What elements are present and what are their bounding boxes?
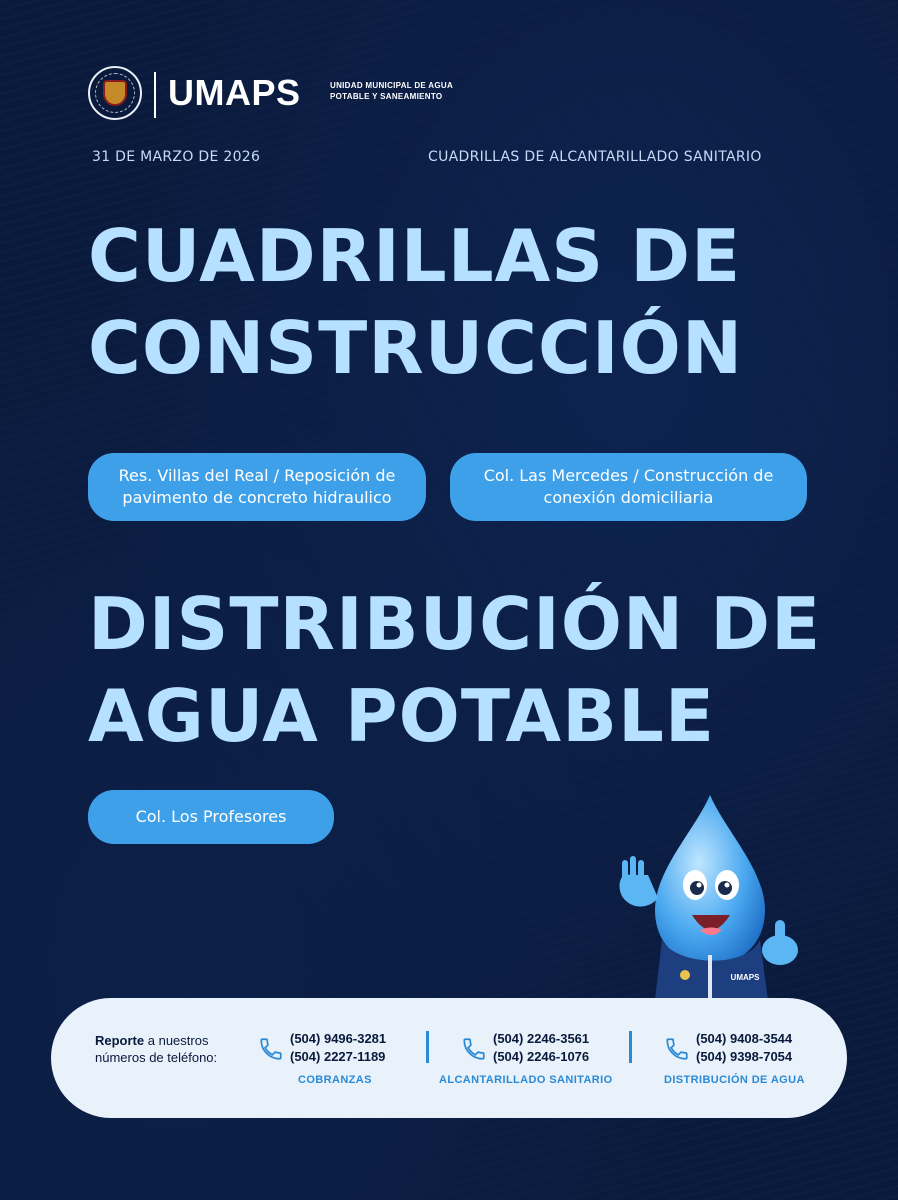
- phone-icon: [664, 1036, 690, 1062]
- section-title-construccion: [88, 210, 743, 394]
- title-line: DISTRIBUCIÓN DE: [88, 582, 822, 666]
- date: 31 DE MARZO DE 2026: [92, 149, 261, 165]
- phone-number[interactable]: (504) 9408-3544: [696, 1031, 793, 1046]
- header-divider: [154, 72, 156, 118]
- mascot-badge-text: UMAPS: [730, 973, 760, 982]
- report-rest: a nuestros números de teléfono:: [95, 1033, 218, 1065]
- section-title-distribucion: [88, 578, 821, 762]
- phone-number[interactable]: (504) 2227-1189: [290, 1049, 386, 1064]
- brand-logo: UMAPS: [168, 72, 301, 113]
- municipal-seal-logo: [88, 66, 142, 120]
- title-line: CONSTRUCCIÓN: [88, 306, 744, 390]
- report-text: [95, 1032, 245, 1066]
- contact-footer: [51, 998, 847, 1118]
- category-label: CUADRILLAS DE ALCANTARILLADO SANITARIO: [428, 149, 762, 165]
- title-line: AGUA POTABLE: [88, 674, 716, 758]
- contact-divider: [629, 1031, 632, 1063]
- phone-number[interactable]: (504) 2246-1076: [493, 1049, 590, 1064]
- phone-number[interactable]: (504) 2246-3561: [493, 1031, 590, 1046]
- phone-number[interactable]: (504) 9398-7054: [696, 1049, 793, 1064]
- contact-label: DISTRIBUCIÓN DE AGUA: [664, 1074, 805, 1086]
- location-pill: Col. Las Mercedes / Construcción de conexión domiciliaria: [450, 453, 807, 521]
- contact-divider: [426, 1031, 429, 1063]
- header: [88, 66, 468, 122]
- title-line: CUADRILLAS DE: [88, 214, 742, 298]
- phone-icon: [258, 1036, 284, 1062]
- contact-label: ALCANTARILLADO SANITARIO: [439, 1074, 613, 1086]
- report-bold: Reporte: [95, 1033, 145, 1048]
- water-drop-mascot: [600, 790, 810, 1005]
- location-pill: Col. Los Profesores: [88, 790, 334, 844]
- location-pill: Res. Villas del Real / Reposición de pavimento de concreto hidraulico: [88, 453, 426, 521]
- phone-icon: [461, 1036, 487, 1062]
- contact-label: COBRANZAS: [298, 1074, 372, 1086]
- phone-number[interactable]: (504) 9496-3281: [290, 1031, 387, 1046]
- brand-subtitle: UNIDAD MUNICIPAL DE AGUA POTABLE Y SANEAMIENTO: [330, 81, 453, 101]
